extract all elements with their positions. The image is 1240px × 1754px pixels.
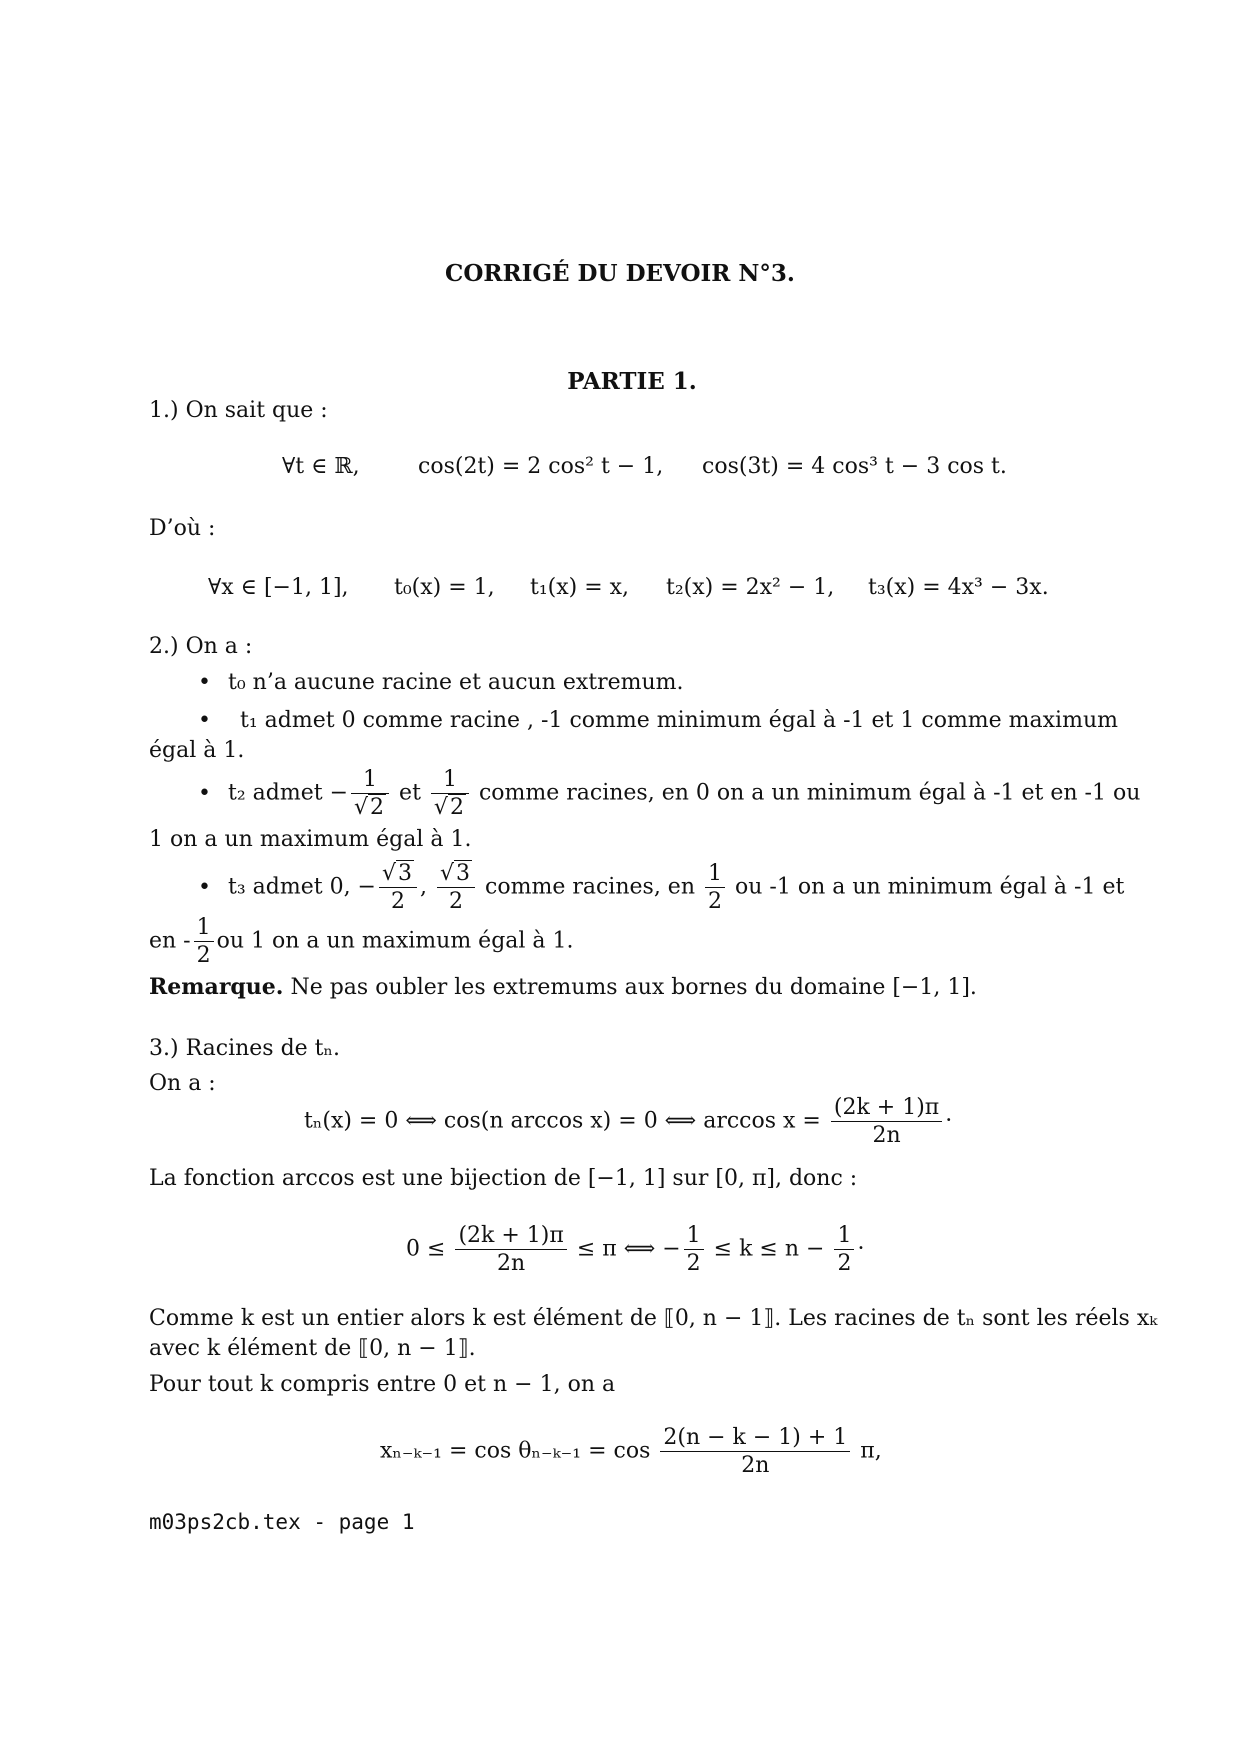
section-heading: PARTIE 1. xyxy=(567,368,697,395)
fraction-2k-plus-1-pi-over-2n: $\frac{(2k + 1)\pi}{2n}$ xyxy=(831,1096,942,1147)
q2-intro: 2.) On a : xyxy=(149,634,253,659)
q2-remark xyxy=(149,976,977,999)
q3-equation-3: xₙ₋ₖ₋₁ = cos θₙ₋ₖ₋₁ = cos $\frac{2(n - k - 1) + 1}{2n}$ π, xyxy=(380,1425,882,1479)
q2-bullet-3 xyxy=(198,768,1140,819)
q2-bullet-2-line1: t₁ admet 0 comme racine , -1 comme minimum égal à -1 et 1 comme maximum xyxy=(240,708,1118,733)
q2-b3-part-c: comme racines, en 0 on a un minimum égal à -1 et en -1 ou xyxy=(478,780,1141,806)
q2-b4-part-b: , xyxy=(420,874,428,900)
q1-eq2-quantifier: ∀x ∈ [−1, 1], xyxy=(208,575,349,600)
fraction-one-over-sqrt2: $\frac{1}{√2}$ xyxy=(431,768,469,819)
bullet-icon: • xyxy=(198,708,211,733)
q1-eq2-t2: t₂(x) = 2x² − 1, xyxy=(666,575,835,600)
q2-bullet-1-text: t₀ n’a aucune racine et aucun extremum. xyxy=(228,670,684,695)
fraction-sqrt3-over-2: $\frac{√3}{2}$ xyxy=(437,862,475,913)
q2-bullet-4-line2: en - $\frac{1}{2}$ ou 1 on a un maximum égal à 1. xyxy=(149,915,574,969)
q3-on-a: On a : xyxy=(149,1071,216,1096)
remark-label: Remarque. xyxy=(149,974,284,1000)
fraction-2k-plus-1-pi-over-2n: $\frac{(2k + 1)\pi}{2n}$ xyxy=(455,1224,566,1275)
q2-bullet-2-line2: égal à 1. xyxy=(149,738,245,763)
q3-arccos-bijection: La fonction arccos est une bijection de [−1, 1] sur [0, π], donc : xyxy=(149,1166,858,1191)
fraction-one-over-sqrt2: $\frac{1}{√2}$ xyxy=(351,768,389,819)
page-footer: m03ps2cb.tex - page 1 xyxy=(149,1510,415,1534)
q2-bullet-4 xyxy=(198,862,1124,913)
q2-bullet-3-line2: 1 on a un maximum égal à 1. xyxy=(149,827,472,852)
fraction-sqrt3-over-2: $\frac{√3}{2}$ xyxy=(379,862,417,913)
fraction-xk-argument: $\frac{2(n - k - 1) + 1}{2n}$ xyxy=(660,1426,850,1477)
q3-heading: 3.) Racines de tₙ. xyxy=(149,1036,341,1061)
q2-bullet-2 xyxy=(198,710,1118,732)
q1-eq-cos2t: cos(2t) = 2 cos² t − 1, xyxy=(418,454,664,479)
bullet-icon: • xyxy=(198,874,211,900)
fraction-one-half: $\frac{1}{2}$ xyxy=(194,916,214,967)
q1-eq2-t0: t₀(x) = 1, xyxy=(394,575,495,600)
q1-intro: 1.) On sait que : xyxy=(149,398,328,423)
q2-b3-part-a: t₂ admet − xyxy=(228,780,349,806)
fraction-one-half: $\frac{1}{2}$ xyxy=(705,862,725,913)
q2-b4-part-c: comme racines, en xyxy=(485,874,695,900)
q1-eq2-t1: t₁(x) = x, xyxy=(530,575,630,600)
fraction-one-half: $\frac{1}{2}$ xyxy=(684,1224,704,1275)
q2-b3-part-b: et xyxy=(399,780,421,806)
document-title: CORRIGÉ DU DEVOIR N°3. xyxy=(445,260,795,287)
bullet-icon: • xyxy=(198,670,211,695)
remark-text: Ne pas oubler les extremums aux bornes du domaine [−1, 1]. xyxy=(290,975,977,1000)
q1-eq2-t3: t₃(x) = 4x³ − 3x. xyxy=(868,575,1049,600)
q1-dou: D’où : xyxy=(149,516,216,541)
q1-eq-quantifier: ∀t ∈ ℝ, xyxy=(282,454,360,479)
q2-b4-part-a: t₃ admet 0, − xyxy=(228,874,376,900)
q3-comme-line2: avec k élément de ⟦0, n − 1⟧. xyxy=(149,1336,476,1361)
q2-bullet-1 xyxy=(198,672,684,694)
q3-comme-line1: Comme k est un entier alors k est élément de ⟦0, n − 1⟧. Les racines de tₙ sont les réels xₖ xyxy=(149,1306,1158,1331)
q2-b4-part-d: ou -1 on a un minimum égal à -1 et xyxy=(735,874,1125,900)
q3-equation-1: tₙ(x) = 0 ⟺ cos(n arccos x) = 0 ⟺ arccos x = $\frac{(2k + 1)\pi}{2n}$ · xyxy=(304,1095,953,1149)
q3-pour-tout: Pour tout k compris entre 0 et n − 1, on a xyxy=(149,1372,616,1397)
bullet-icon: • xyxy=(198,780,211,806)
fraction-one-half: $\frac{1}{2}$ xyxy=(834,1224,854,1275)
q3-equation-2: 0 ≤ $\frac{(2k + 1)\pi}{2n}$ ≤ π ⟺ − $\frac{1}{2}$ ≤ k ≤ n − $\frac{1}{2}$ · xyxy=(406,1223,865,1277)
q1-eq-cos3t: cos(3t) = 4 cos³ t − 3 cos t. xyxy=(702,454,1007,479)
